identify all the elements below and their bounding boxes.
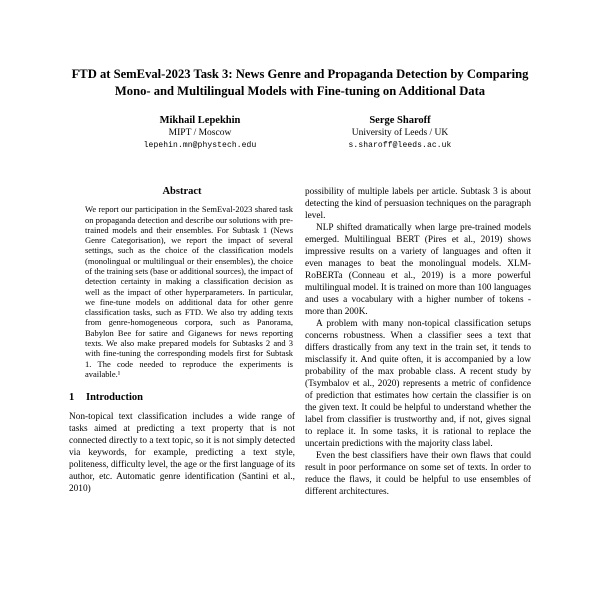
introduction-paragraph: Non-topical text classification includes a wide range of tasks aimed at predicting a text property that is not connected directly to a text topic, so it is not simply detected via keywords, for example, predicting a text style, politeness, difficulty level, the age or the first language of its author, etc. Automatic genre identification (Santini et al., 2010) [69, 412, 295, 495]
section-title: Introduction [86, 392, 143, 404]
author-block-2 [300, 115, 500, 150]
right-column [305, 186, 531, 498]
author-affiliation: University of Leeds / UK [351, 128, 449, 139]
paragraph: Even the best classifiers have their own flaws that could result in poor performance on some set of texts. In order to reduce the flaws, it could be helpful to use ensembles of different architectures. [305, 451, 531, 498]
section-number: 1 [69, 392, 75, 404]
paragraph: NLP shifted dramatically when large pre-trained models emerged. Multilingual BERT (Pires et al., 2019) shows impressive results on a variety of languages and often it even manages to beat the monolingual models. XLM-RoBERTa (Conneau et al., 2019) is a more powerful multilingual model. It is trained on more than 100 languages and uses a vocabulary with a higher number of tokens - more than 200K. [305, 223, 531, 318]
paper-title: FTD at SemEval-2023 Task 3: News Genre and Propaganda Detection by Comparing Mono- and Multilingual Models with Fine-tuning on Additional Data [71, 67, 529, 98]
author-email: s.sharoff@leeds.ac.uk [348, 141, 452, 151]
abstract-text: We report our participation in the SemEval-2023 shared task on propaganda detection and describe our solutions with pre-trained models and their ensembles. For Subtask 1 (News Genre Categorisation), we report the impact of several settings, such as the choice of the classification models (monolingual or multilingual or their ensembles), the choice of the training sets (base or additional sources), the impact of detection certainty in making a classification decision as well as the impact of other hyperparameters. In particular, we fine-tune models on additional data for other genre classification tasks, such as FTD. We also try adding texts from genre-homogeneous corpora, such as Panorama, Babylon Bee for satire and Giganews for news reporting texts. We also make prepared models for Subtasks 2 and 3 with fine-tuning the corresponding models first for Subtask 1. The code needed to reproduce the experiments is available.¹ [85, 204, 293, 379]
paragraph: possibility of multiple labels per article. Subtask 3 is about detecting the kind of persuasion techniques on the paragraph level. [305, 187, 531, 222]
section-heading-introduction [69, 392, 295, 403]
paragraph: A problem with many non-topical classification setups concerns robustness. When a classifier sees a text that differs drastically from any text in the train set, it tends to misclassify it. And quite often, it is accompanied by a low probability of the max probable class. A recent study by (Tsymbalov et al., 2020) represents a metric of confidence of prediction that estimates how certain the classifier is on the given text. It could be helpful to understand whether the label from classifier is trustworthy and, if not, gives signal to replace it. In some tasks, it is rational to replace the uncertain predictions with the majority class label. [305, 319, 531, 450]
author-email: lepehin.mn@phystech.edu [143, 141, 257, 151]
author-name: Serge Sharoff [369, 115, 431, 127]
author-block-1 [100, 115, 300, 150]
authors-row [100, 115, 500, 150]
two-column-body [69, 186, 531, 498]
left-column [69, 186, 295, 498]
author-affiliation: MIPT / Moscow [168, 128, 232, 139]
author-name: Mikhail Lepekhin [159, 115, 241, 127]
abstract-heading: Abstract [162, 186, 202, 198]
